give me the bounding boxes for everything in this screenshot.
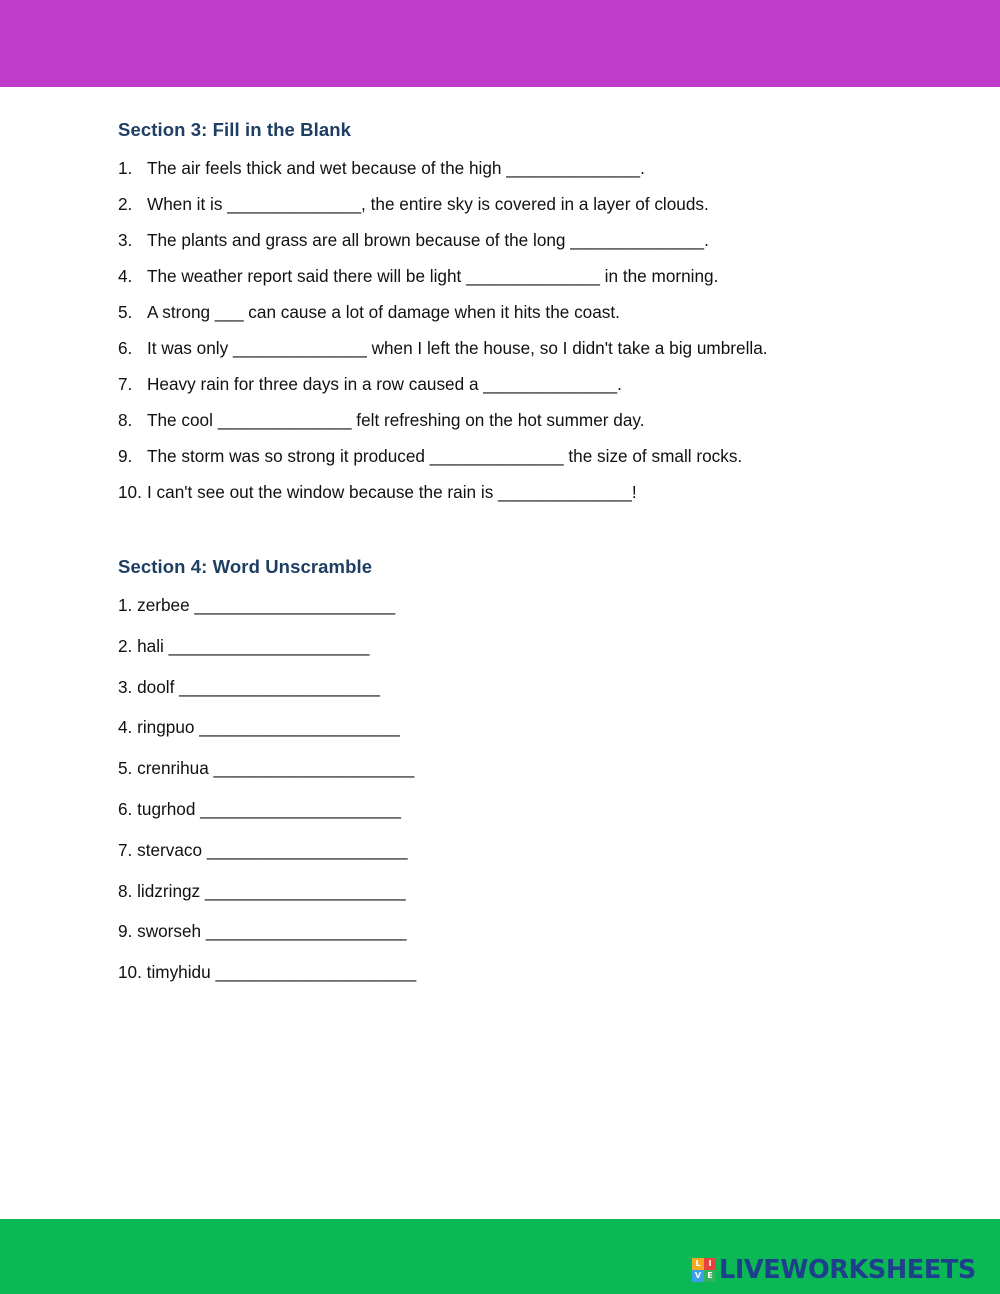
fill-item-2 xyxy=(118,193,878,229)
item-number: 8. xyxy=(118,410,133,430)
fill-item-9 xyxy=(118,445,878,481)
item-number: 4. xyxy=(118,266,133,286)
item-number: 2. xyxy=(118,194,133,214)
unscramble-item-6: 6. tugrhod _____________________ xyxy=(118,798,401,819)
fill-item-3 xyxy=(118,229,878,265)
item-sentence: When it is ______________, the entire sky is covered in a layer of clouds. xyxy=(147,194,709,214)
unscramble-item-7: 7. stervaco _____________________ xyxy=(118,839,408,860)
item-sentence: The cool ______________ felt refreshing on the hot summer day. xyxy=(147,410,645,430)
fill-item-1 xyxy=(118,157,878,193)
fill-item-10 xyxy=(118,481,878,517)
section-4-title: Section 4: Word Unscramble xyxy=(118,556,373,577)
logo-letter-v: V xyxy=(692,1270,704,1282)
logo-letter-l: L xyxy=(692,1258,704,1270)
unscramble-item-8: 8. lidzringz _____________________ xyxy=(118,880,406,901)
item-number: 9. xyxy=(118,446,133,466)
item-sentence: A strong ___ can cause a lot of damage when it hits the coast. xyxy=(147,302,620,322)
fill-item-7 xyxy=(118,373,878,409)
header-band xyxy=(0,0,1000,87)
item-number: 6. xyxy=(118,338,133,358)
item-sentence: Heavy rain for three days in a row caused a ______________. xyxy=(147,374,622,394)
item-number: 10. xyxy=(118,482,142,502)
fill-in-the-blank-list xyxy=(118,157,878,517)
item-number: 3. xyxy=(118,230,133,250)
item-number: 7. xyxy=(118,374,133,394)
unscramble-item-5: 5. crenrihua _____________________ xyxy=(118,758,415,779)
item-number: 5. xyxy=(118,302,133,322)
liveworksheets-logo-text: LIVEWORKSHEETS xyxy=(719,1255,976,1285)
unscramble-item-9: 9. sworseh _____________________ xyxy=(118,921,407,942)
unscramble-item-4: 4. ringpuo _____________________ xyxy=(118,717,400,738)
item-number: 1. xyxy=(118,158,133,178)
item-sentence: It was only ______________ when I left the house, so I didn't take a big umbrella. xyxy=(147,338,768,358)
unscramble-item-3: 3. doolf _____________________ xyxy=(118,676,380,697)
item-sentence: The weather report said there will be light ______________ in the morning. xyxy=(147,266,719,286)
logo-letter-i: I xyxy=(704,1258,716,1270)
fill-item-5 xyxy=(118,301,878,337)
item-sentence: The air feels thick and wet because of the high ______________. xyxy=(147,158,645,178)
item-sentence: The plants and grass are all brown because of the long ______________. xyxy=(147,230,709,250)
word-unscramble-list xyxy=(118,594,618,1002)
item-sentence: I can't see out the window because the rain is ______________! xyxy=(147,482,637,502)
section-3-title: Section 3: Fill in the Blank xyxy=(118,119,352,140)
liveworksheets-logo[interactable] xyxy=(692,1254,976,1286)
fill-item-6 xyxy=(118,337,878,373)
item-sentence: The storm was so strong it produced ______________ the size of small rocks. xyxy=(147,446,743,466)
fill-item-8 xyxy=(118,409,878,445)
unscramble-item-2: 2. hali _____________________ xyxy=(118,635,370,656)
unscramble-item-10: 10. timyhidu _____________________ xyxy=(118,962,417,983)
unscramble-item-1: 1. zerbee _____________________ xyxy=(118,595,396,615)
liveworksheets-logo-icon xyxy=(692,1258,716,1282)
logo-letter-e: E xyxy=(704,1270,716,1282)
fill-item-4 xyxy=(118,265,878,301)
